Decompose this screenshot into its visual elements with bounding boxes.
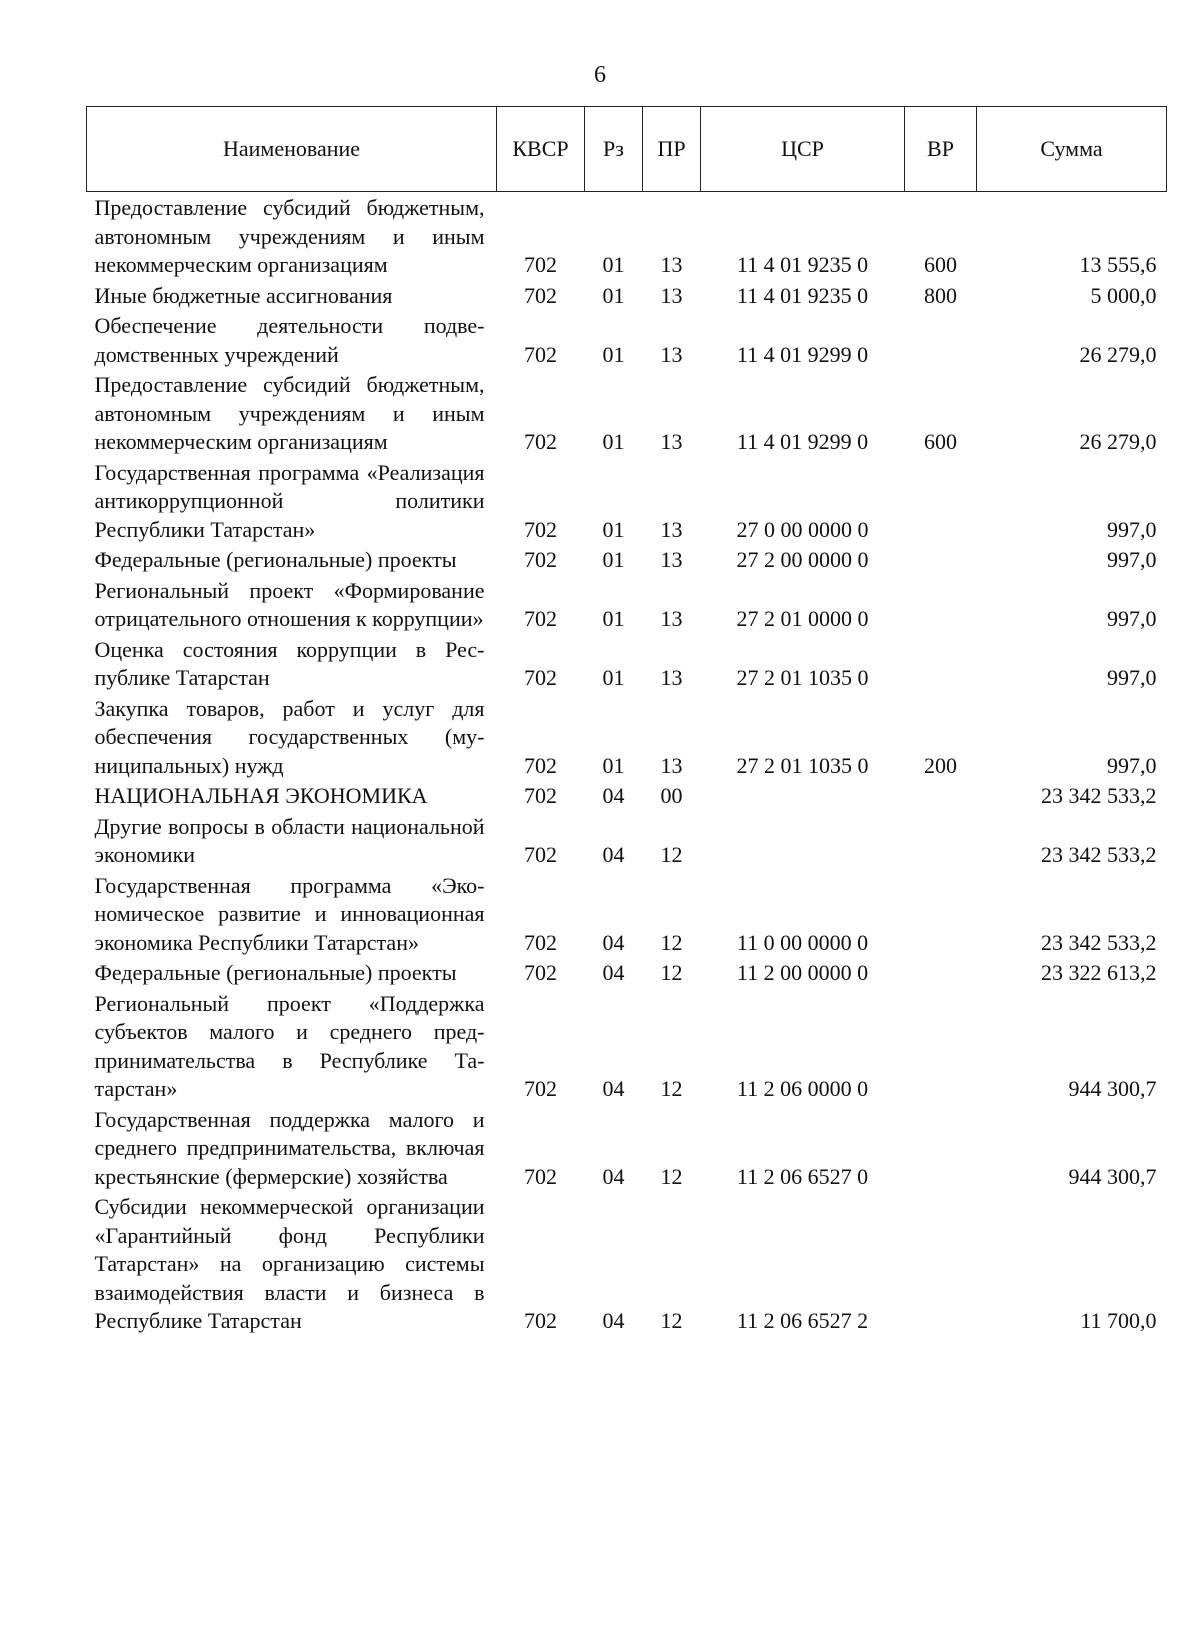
cell-kvsr: 702 [524,516,557,542]
header-csr: ЦСР [701,107,905,192]
cell-sum: 23 342 533,2 [1041,783,1157,808]
cell-name: Государственная поддержка малого и среднего предпринимательства, включая крестьянские (фермерские) хозяйства [94,1106,485,1189]
cell-name: Обеспечение деятельности подведомственных учреждений [94,313,485,367]
cell-pr: 00 [660,783,683,808]
cell-pr: 13 [660,282,683,308]
table-row [87,811,1167,870]
cell-name: Иные бюджетные ассигнования [94,282,393,308]
cell-kvsr: 702 [524,282,557,308]
cell-name: Предоставление субсидий бюджетным, автономным учреждениям и иным некоммерческим организациям [94,372,485,454]
cell-rz: 04 [602,783,625,808]
cell-rz: 01 [602,252,625,277]
cell-vr [905,780,977,811]
header-kvsr: КВСР [497,107,585,192]
header-name: Наименование [87,107,497,192]
cell-csr [701,811,905,870]
cell-rz: 04 [602,1076,625,1101]
cell-sum: 23 322 613,2 [1041,960,1157,985]
cell-pr: 12 [660,1163,683,1189]
cell-csr: 11 4 01 9235 0 [736,282,869,308]
cell-kvsr: 702 [524,665,557,690]
cell-sum: 944 300,7 [1068,1163,1157,1189]
cell-vr: 600 [924,252,957,277]
cell-sum: 997,0 [1107,516,1157,542]
cell-pr: 13 [660,516,683,542]
cell-name: Региональный проект «Поддержка субъектов малого и среднего предпринимательства в Республике Татарстан» [94,990,485,1101]
cell-kvsr: 702 [524,1076,557,1101]
cell-pr: 13 [660,429,683,454]
cell-vr [905,988,977,1104]
cell-pr: 13 [660,752,683,778]
cell-csr: 27 2 01 0000 0 [736,606,869,631]
cell-vr [905,575,977,634]
table-row [87,457,1167,545]
header-pr: ПР [643,107,701,192]
cell-rz: 01 [602,429,625,454]
table-row [87,988,1167,1104]
table-row [87,369,1167,457]
table-row [87,870,1167,958]
cell-sum: 997,0 [1107,752,1157,778]
cell-pr: 12 [660,960,683,985]
cell-name: Закупка товаров, работ и услуг для обеспечения государственных (муниципальных) нужд [94,695,485,778]
cell-name: Региональный проект «Формирование отрицательного отношения к коррупции» [94,577,485,631]
cell-pr: 12 [660,842,683,867]
cell-kvsr: 702 [524,1308,557,1333]
table-row [87,780,1167,811]
header-rz: Рз [585,107,643,192]
cell-csr: 11 0 00 0000 0 [736,929,869,955]
cell-kvsr: 702 [524,842,557,867]
header-sum: Сумма [977,107,1167,192]
cell-sum: 26 279,0 [1079,429,1157,454]
cell-sum: 5 000,0 [1090,282,1157,308]
cell-pr: 12 [660,1076,683,1101]
cell-kvsr: 702 [524,341,557,367]
cell-sum: 26 279,0 [1079,341,1157,367]
cell-name: Субсидии некоммерческой организации «Гарантийный фонд Республики Татарстан» на организацию системы взаимодействия власти и бизнеса в Республике Татарстан [94,1194,485,1333]
cell-pr: 13 [660,547,683,572]
table-row [87,280,1167,311]
cell-vr [905,1104,977,1192]
cell-csr: 11 4 01 9299 0 [736,341,869,367]
cell-kvsr: 702 [524,429,557,454]
table-row [87,1191,1167,1336]
cell-csr: 27 0 00 0000 0 [736,516,869,542]
header-row [87,107,1167,192]
cell-sum: 944 300,7 [1068,1076,1157,1101]
table-row [87,575,1167,634]
cell-rz: 01 [602,341,625,367]
budget-table [86,106,1167,1336]
cell-rz: 04 [602,1308,625,1333]
cell-rz: 01 [602,665,625,690]
cell-vr [905,1191,977,1336]
cell-csr: 11 2 00 0000 0 [736,960,869,985]
cell-csr: 27 2 01 1035 0 [736,665,869,690]
table-row [87,310,1167,369]
table-body [87,192,1167,1336]
cell-rz: 04 [602,842,625,867]
cell-rz: 04 [602,1163,625,1189]
cell-rz: 04 [602,960,625,985]
cell-pr: 13 [660,606,683,631]
table-row [87,693,1167,781]
cell-kvsr: 702 [524,783,557,808]
cell-pr: 13 [660,341,683,367]
cell-csr [701,780,905,811]
cell-name: Другие вопросы в области национальной экономики [94,813,485,867]
cell-vr: 800 [924,282,957,308]
cell-csr: 11 4 01 9235 0 [736,252,869,277]
cell-kvsr: 702 [524,606,557,631]
cell-kvsr: 702 [524,752,557,778]
cell-sum: 23 342 533,2 [1041,929,1157,955]
cell-sum: 13 555,6 [1079,252,1157,277]
cell-pr: 13 [660,252,683,277]
cell-vr [905,634,977,693]
table-row [87,957,1167,988]
cell-vr [905,957,977,988]
cell-vr: 200 [924,752,957,778]
cell-sum: 11 700,0 [1080,1308,1157,1333]
cell-vr: 600 [924,429,957,454]
cell-pr: 13 [660,665,683,690]
cell-csr: 11 2 06 6527 2 [736,1308,869,1333]
cell-rz: 04 [602,929,625,955]
cell-vr [905,870,977,958]
cell-vr [905,457,977,545]
cell-rz: 01 [602,606,625,631]
cell-rz: 01 [602,516,625,542]
cell-rz: 01 [602,282,625,308]
cell-pr: 12 [660,929,683,955]
table-row [87,634,1167,693]
cell-kvsr: 702 [524,929,557,955]
cell-csr: 11 2 06 0000 0 [736,1076,869,1101]
cell-vr [905,310,977,369]
cell-name: Федеральные (региональные) проекты [94,547,457,572]
page-number: 6 [594,62,606,88]
cell-kvsr: 702 [524,547,557,572]
cell-vr [905,811,977,870]
cell-kvsr: 702 [524,1163,557,1189]
cell-sum: 997,0 [1107,665,1157,690]
cell-sum: 997,0 [1107,547,1157,572]
cell-sum: 997,0 [1107,606,1157,631]
table-row [87,192,1167,280]
cell-name: Федеральные (региональные) проекты [94,960,457,985]
cell-name: Предоставление субсидий бюджетным, автономным учреждениям и иным некоммерческим организациям [94,195,485,277]
cell-csr: 27 2 01 1035 0 [736,752,869,778]
cell-csr: 11 4 01 9299 0 [736,429,869,454]
cell-kvsr: 702 [524,960,557,985]
cell-rz: 01 [602,547,625,572]
cell-name: НАЦИОНАЛЬНАЯ ЭКОНОМИКА [94,783,428,808]
cell-vr [905,544,977,575]
cell-kvsr: 702 [524,252,557,277]
cell-rz: 01 [602,752,625,778]
cell-csr: 27 2 00 0000 0 [736,547,869,572]
table-header [87,107,1167,192]
cell-name: Оценка состояния коррупции в Республике Татарстан [94,636,485,690]
header-vr: ВР [905,107,977,192]
cell-name: Государственная программа «Реализация антикоррупционной политики Республики Татарстан» [94,459,485,542]
cell-csr: 11 2 06 6527 0 [736,1163,869,1189]
table-row [87,544,1167,575]
cell-sum: 23 342 533,2 [1041,842,1157,867]
table-row [87,1104,1167,1192]
cell-pr: 12 [660,1308,683,1333]
cell-name: Государственная программа «Экономическое развитие и инновационная экономика Республики Татарстан» [94,872,485,955]
